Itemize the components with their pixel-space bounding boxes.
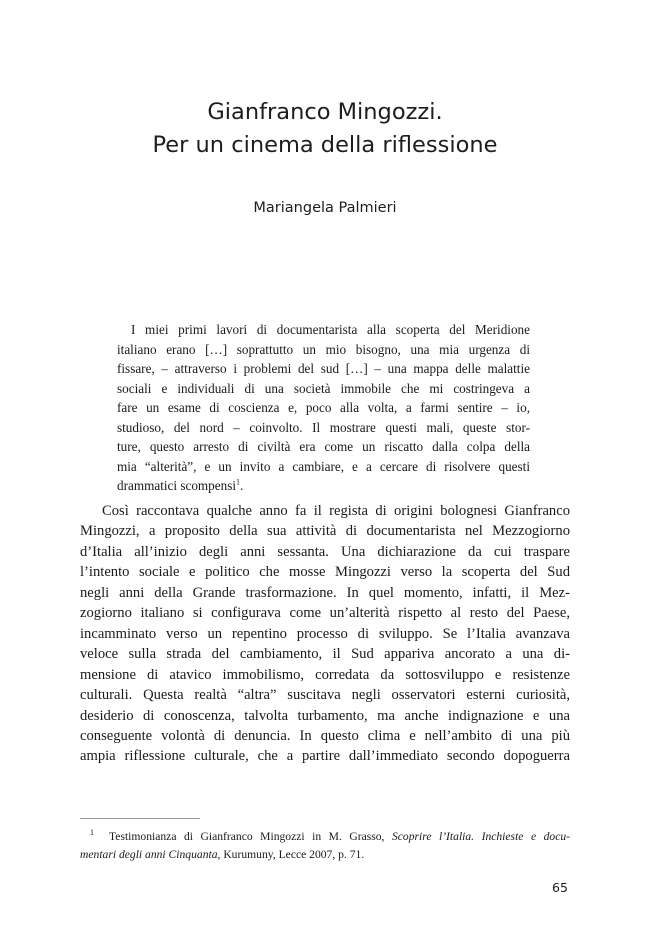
chapter-title — [0, 96, 650, 162]
body-line: Così raccontava qualche anno fa il regista di origini bolognesi Gianfranco — [102, 503, 570, 519]
author-name: Mariangela Palmieri — [253, 200, 397, 216]
body-line: Mingozzi, a proposito della sua attività di documentarista nel Mezzogiorno — [80, 523, 570, 540]
footnote-separator — [80, 818, 200, 819]
quote-line: sociali e individuali di una società immobile che mi costringeva a — [117, 380, 530, 396]
quote-line-last: drammatici scompensi$^1$. — [117, 477, 244, 493]
body-line: mensione di atavico immobilismo, corredata da sottosviluppo e resistenze — [80, 666, 570, 683]
chapter-title-line-2: Per un cinema della riflessione — [152, 132, 498, 158]
body-line: incamminato verso un repentino processo di sviluppo. Se l’Italia avanzava — [80, 625, 570, 642]
chapter-title-line-1: Gianfranco Mingozzi. — [207, 99, 443, 125]
footnote — [80, 828, 570, 864]
body-line: veloce sulla strada del cambiamento, il Sud appariva ancorato a una di- — [80, 646, 570, 663]
page-number: 65 — [552, 880, 568, 895]
footnote-line-2 — [80, 846, 570, 864]
quote-line: studioso, del nord – coinvolto. Il mostrare questi mali, queste stor- — [117, 419, 530, 435]
quote-line: mia “alterità”, e un invito a cambiare, e a cercare di risolvere questi — [117, 458, 530, 474]
footnote-book-title-1: Scoprire l’Italia. Inchieste e docu- — [391, 830, 570, 843]
body-line: culturali. Questa realtà “altra” suscitava negli osservatori esterni curiosità, — [80, 687, 570, 704]
body-line: zogiorno italiano si configurava come un’alterità rispetto al resto del Paese, — [80, 605, 570, 622]
body-line: negli anni della Grande trasformazione. In quel momento, infatti, il Mez- — [80, 584, 570, 601]
body-paragraph — [80, 501, 570, 767]
quote-line: I miei primi lavori di documentarista alla scoperta del Meridione — [131, 322, 530, 337]
footnote-reference[interactable]: 1 — [236, 477, 241, 487]
quote-line: fare un esame di coscienza e, poco alla volta, a farmi sentire – io, — [117, 400, 530, 415]
epigraph-quote — [117, 320, 530, 496]
body-line: l’intento sociale e politico che mosse Mingozzi verso la scoperta del Sud — [80, 564, 570, 581]
quote-line: italiano erano […] soprattutto un mio bisogno, una mia urgenza di — [117, 341, 530, 357]
body-line: d’Italia all’inizio degli anni sessanta. Una dichiarazione da cui traspare — [80, 543, 570, 560]
footnote-suffix: , Kurumuny, Lecce 2007, p. 71. — [217, 848, 365, 861]
body-line: ampia riflessione culturale, che a partire dall’immediato secondo dopoguerra — [80, 748, 570, 765]
footnote-number: 1 — [90, 828, 94, 838]
body-line: desiderio di conoscenza, talvolta turbamento, ma anche indignazione e una — [80, 707, 570, 724]
quote-line: drammatici scompensi — [117, 478, 237, 493]
footnote-book-title-2: mentari degli anni Cinquanta — [80, 848, 218, 861]
quote-line: fissare, – attraverso i problemi del sud […] – una mappa delle malattie — [117, 361, 530, 376]
footnote-line-1 — [80, 828, 570, 846]
body-line: conseguente volontà di denuncia. In questo clima e nell’ambito di una più — [80, 727, 570, 744]
footnote-prefix: Testimonianza di Gianfranco Mingozzi in M. Grasso, — [109, 830, 392, 843]
quote-line: ture, questo arresto di civiltà era come un riscatto dalla colpa della — [117, 439, 530, 454]
